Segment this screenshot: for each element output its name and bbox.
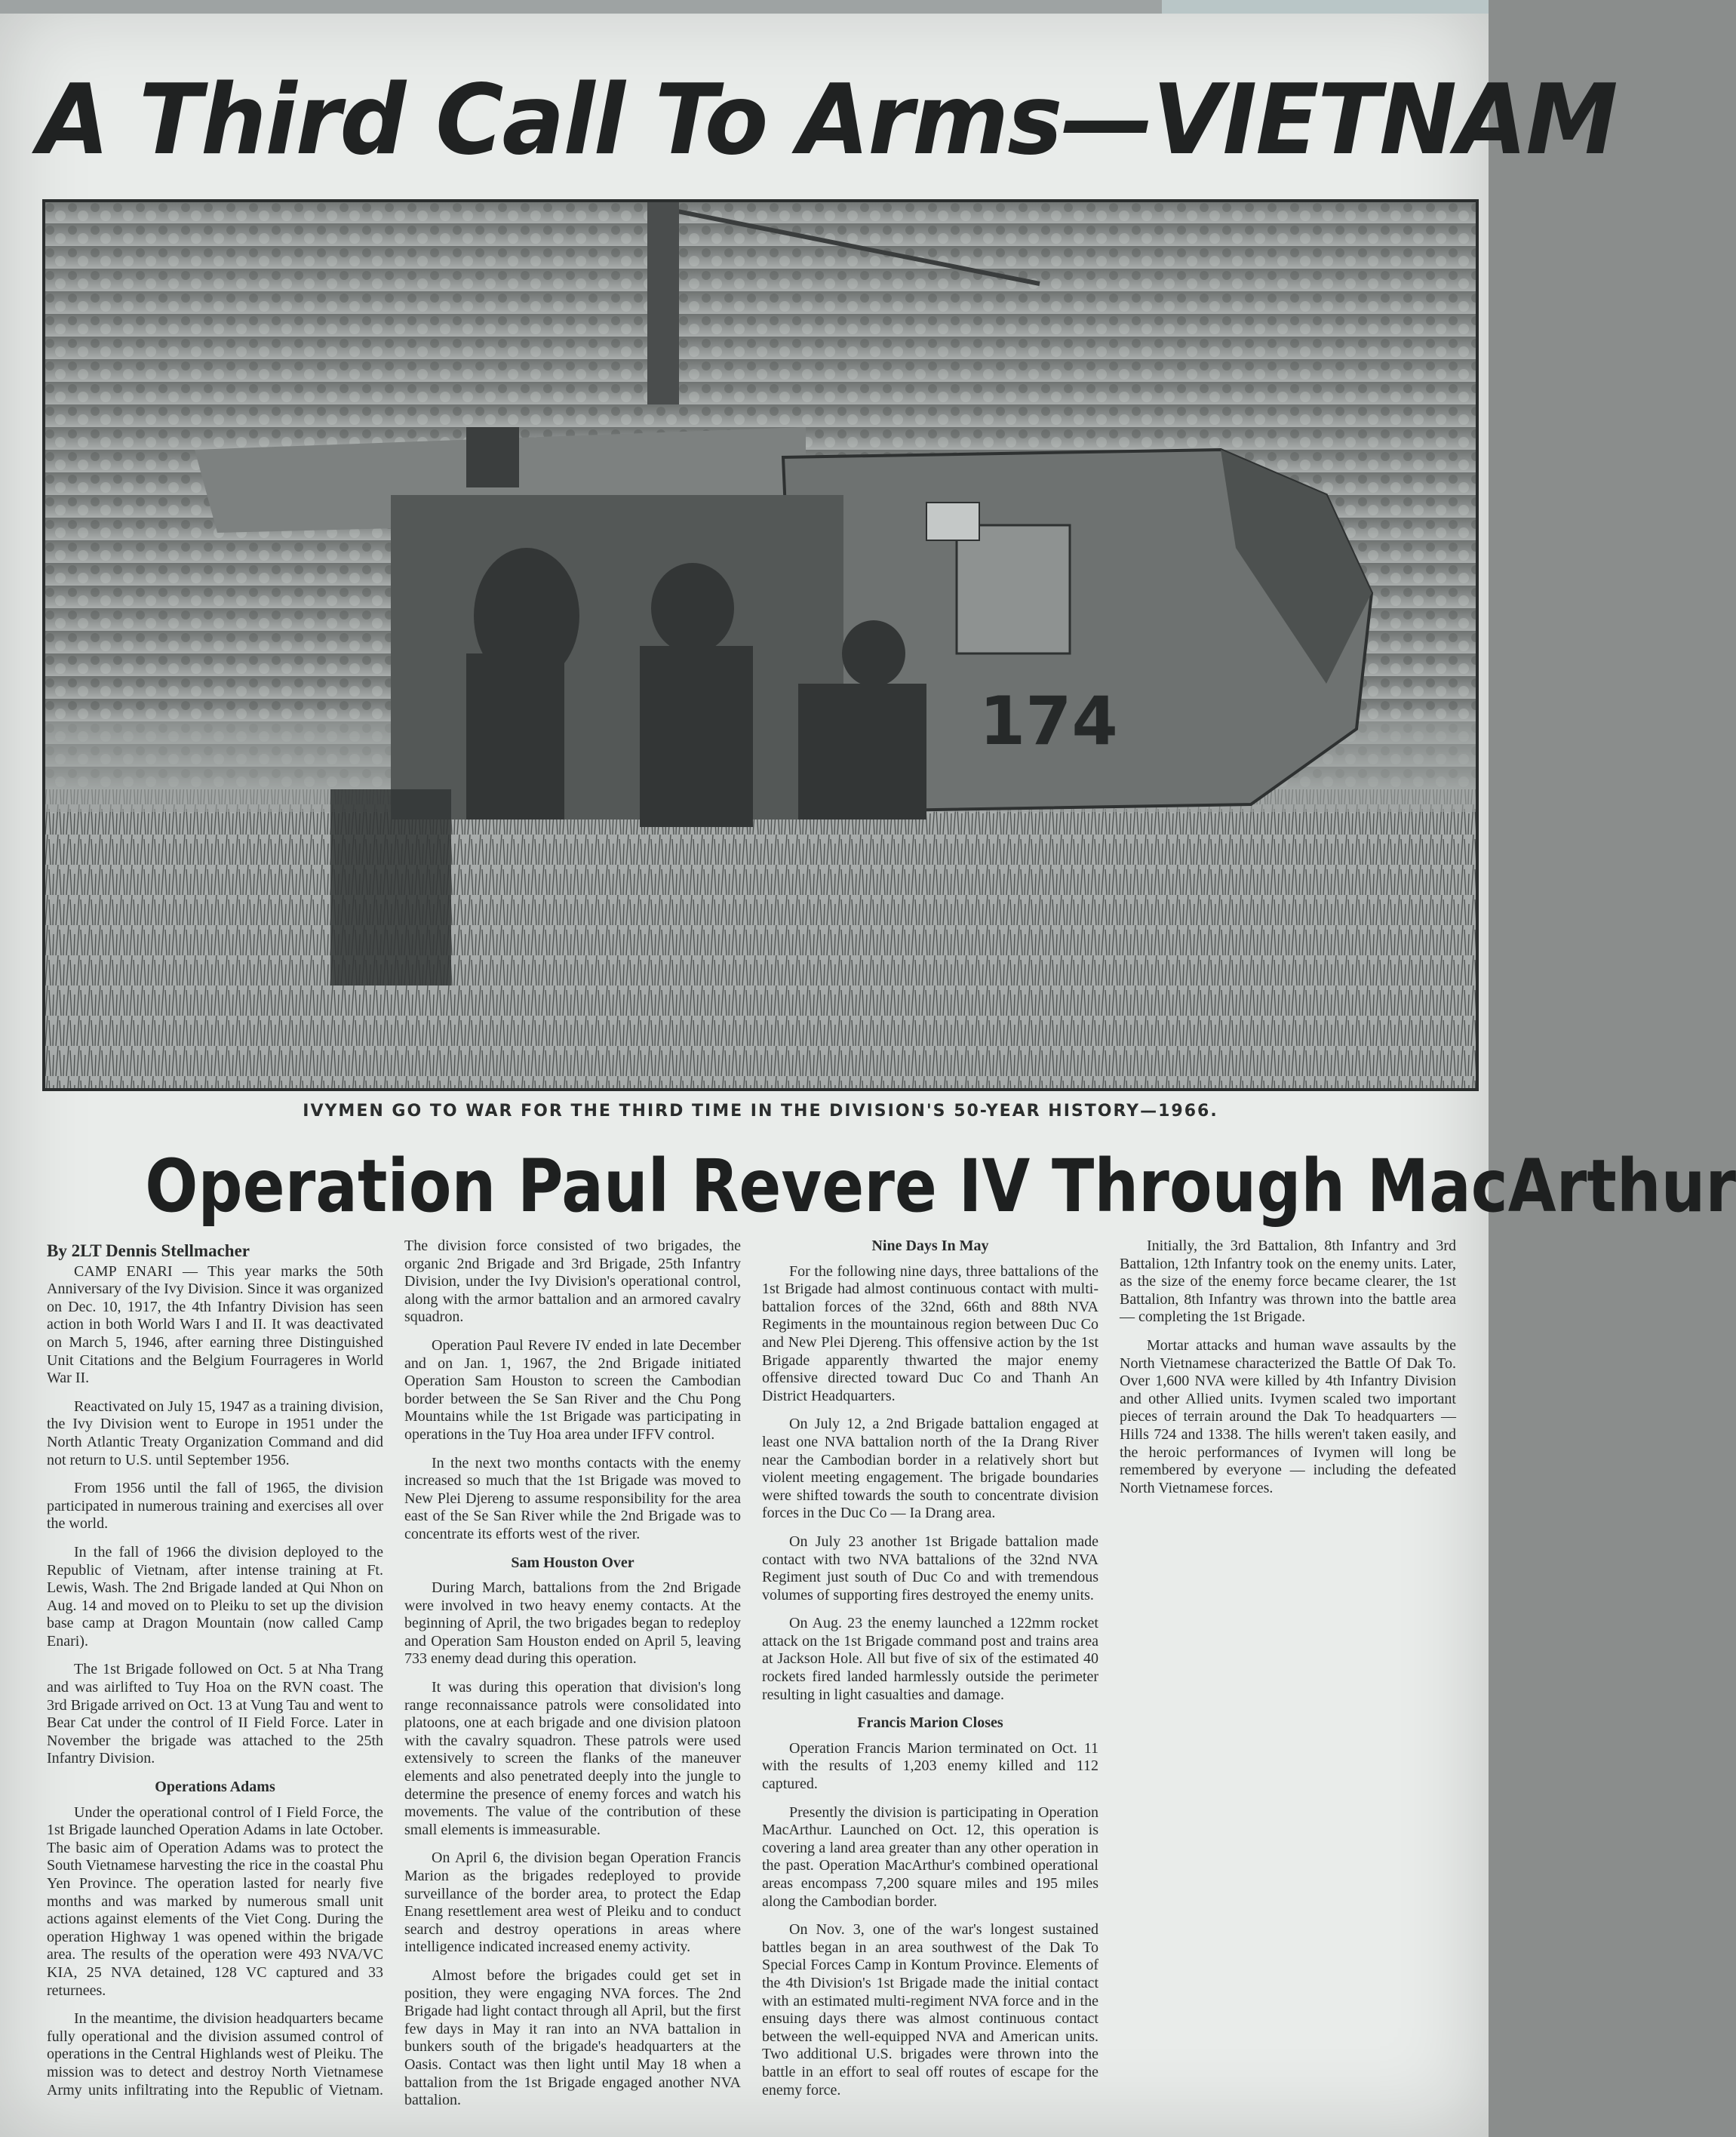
grass-field — [44, 789, 1477, 1090]
paragraph: Mortar attacks and human wave assaults by the North Vietnamese characterized the Battle Of Dak To. Over 1,600 NVA were killed by 4th Infantry Division and other Allied units. Ivymen scaled two important pieces of terrain around the Dak To headquarters — Hills 724 and 1338. The hills weren't taken easily, and the heroic performances of Ivymen will long be remembered by everyone — including the defeated North Vietnamese forces. — [1120, 1336, 1456, 1496]
paragraph: Initially, the 3rd Battalion, 8th Infantry and 3rd Battalion, 12th Infantry took on the enemy units. Later, as the size of the enemy force became clearer, the 1st Battalion, 8th Infantry was thrown into the battle area — completing the 1st Brigade. — [1120, 1238, 1456, 1326]
section-heading: Nine Days In May — [871, 1238, 989, 1254]
article-title: Operation Paul Revere IV Through MacArthur — [145, 1144, 1736, 1228]
paragraph: On Nov. 3, one of the war's longest sustained battles began in an area southwest of the Dak To Special Forces Camp in Kontum Province. Elements of the 4th Division's 1st Brigade made the initial contact with an estimated multi-regiment NVA force and in the ensuing days there was almost continuous contact between the well-equipped NVA and American units. Two additional U.S. brigades were thrown into the battle in an effort to seal off routes of escape for the enemy force. — [762, 1921, 1098, 2099]
photo-caption: IVYMEN GO TO WAR FOR THE THIRD TIME IN THE DIVISION'S 50-YEAR HISTORY—1966. — [303, 1102, 1218, 1121]
paragraph: For the following nine days, three battalions of the 1st Brigade had almost continuous contact with multi-battalion forces of the 32nd, 66th and 88th NVA Regiments in the mountainous region between Duc Co and New Plei Djereng. This offensive action by the 1st Brigade apparently thwarted the major enemy offensive directed toward Duc Co and Thanh An District Headquarters. — [762, 1262, 1098, 1404]
paragraph: In the fall of 1966 the division deployed to the Republic of Vietnam, after intense training at Ft. Lewis, Wash. The 2nd Brigade landed at Qui Nhon on Aug. 14 and moved on to Pleiku to set up the division base camp at Dragon Mountain (now called Camp Enari). — [47, 1543, 383, 1650]
paragraph: Almost before the brigades could get set in position, they were engaging NVA forces. The 2nd Brigade had light contact through all April, but the first few days in May it ran into an NVA battalion in bunkers south of the brigade's headquarters at the Oasis. Contact was then light until May 18 when a battalion from the 1st Brigade engaged another NVA battalion. — [404, 1966, 741, 2109]
rotor-mast — [647, 201, 679, 404]
cabin-door-opening — [391, 495, 843, 819]
paragraph: On Aug. 23 the enemy launched a 122mm rocket attack on the 1st Brigade command post and trains area at Jackson Hole. All but five of six of the estimated 40 rockets fired landed harmlessly outside the perimeter resulting in light casualties and damage. — [762, 1615, 1098, 1703]
paragraph: In the meantime, the division headquarters became fully operational and the division assumed control of operations in the Central Highlands west of Pleiku. The mission was to detect and destroy North Vietnamese Army units infiltrating into the Republic of Vietnam. The division force consisted of two brigades, the organic 2nd Brigade and 3rd Brigade, 25th Infantry Division, under the Ivy Division's operational control, along with the armor battalion and an armored cavalry squadron. — [47, 1238, 741, 2099]
paragraph: Under the operational control of I Field Force, the 1st Brigade launched Operation Adams in late October. The basic aim of Operation Adams was to protect the South Vietnamese harvesting the rice in the coastal Phu Yen Province. The operation lasted for nearly five months and was marked by numerous small unit actions against elements of the Viet Cong. During the operation Highway 1 was opened within the brigade area. The results of the operation were 493 NVA/VC KIA, 25 NVA detained, 128 VC captured and 33 returnees. — [47, 1803, 383, 1999]
paragraph: Operation Francis Marion terminated on Oct. 11 with the results of 1,203 enemy killed and 112 captured. — [762, 1739, 1098, 1793]
paragraph: The 1st Brigade followed on Oct. 5 at Nha Trang and was airlifted to Tuy Hoa on the RVN coast. The 3rd Brigade arrived on Oct. 13 at Vung Tau and went to Bear Cat under the control of II Field Force. Later in November the brigade was attached to the 25th Infantry Division. — [47, 1661, 383, 1767]
paragraph: Operation Paul Revere IV ended in late December and on Jan. 1, 1967, the 2nd Brigade initiated Operation Sam Houston to screen the Cambodian border between the Se San River and the Chu Pong Mountains while the 1st Brigade was participating in operations in the Tuy Hoa area under IFFV control. — [404, 1336, 741, 1443]
helicopter-photo — [44, 201, 1477, 1090]
paragraph: Reactivated on July 15, 1947 as a training division, the Ivy Division went to Europe in 1951 under the North Atlantic Treaty Organization Command and did not return to U.S. until September 1956. — [47, 1398, 383, 1468]
paragraph: On July 23 another 1st Brigade battalion made contact with two NVA battalions of the 32nd NVA Regiment just south of Duc Co and with tremendous volumes of supporting fires destroyed the enemy units. — [762, 1533, 1098, 1604]
byline: By 2LT Dennis Stellmacher — [47, 1241, 250, 1260]
section-heading: Operations Adams — [155, 1779, 275, 1796]
section-heading: Francis Marion Closes — [857, 1714, 1003, 1732]
paragraph: During March, battalions from the 2nd Brigade were involved in two heavy enemy contacts. At the beginning of April, the two brigades began to redeploy and Operation Sam Houston ended on April 5, leaving 733 enemy dead during this operation. — [404, 1579, 741, 1668]
top-edge-strip — [0, 0, 1489, 14]
cargo-door — [957, 525, 1070, 653]
article-body — [47, 1238, 1456, 2113]
section-heading: Sam Houston Over — [511, 1554, 634, 1571]
page-headline: A Third Call To Arms—VIETNAM — [38, 64, 1617, 177]
paragraph: From 1956 until the fall of 1965, the division participated in numerous training and exercises all over the world. — [47, 1480, 383, 1533]
paragraph: It was during this operation that division's long range reconnaissance patrols were consolidated into platoons, one at each brigade and one division platoon with the cavalry squadron. These patrols were used extensively to screen the flanks of the maneuver elements and also penetrated deeply into the jungle to determine the presence of enemy forces and watch his movements. The value of the contribution of these small elements is immeasurable. — [404, 1679, 741, 1838]
helicopter-marking: 174 — [979, 682, 1118, 760]
paragraph: On July 12, a 2nd Brigade battalion engaged at least one NVA battalion north of the Ia Drang River near the Cambodian border in a relatively short but violent meeting engagement. The brigade boundaries were shifted towards the south to concentrate division forces in the Duc Co — Ia Drang area. — [762, 1416, 1098, 1522]
paragraph: Presently the division is participating in Operation MacArthur. Launched on Oct. 12, this operation is covering a land area greater than any other operation in the past. Operation MacArthur's combined operational areas encompass 7,200 square miles and 195 miles along the Cambodian border. — [762, 1803, 1098, 1910]
paragraph: CAMP ENARI — This year marks the 50th Anniversary of the Ivy Division. Since it was organized on Dec. 10, 1917, the 4th Infantry Division has seen action in both World Wars I and II. It was deactivated on March 5, 1946, after earning three Distinguished Unit Citations and the Belgium Fourrageres in World War II. — [47, 1262, 383, 1387]
paragraph: On April 6, the division began Operation Francis Marion as the brigades redeployed to provide surveillance of the border area, to protect the Edap Enang resettlement area west of Pleiku and to conduct search and destroy operations in areas where intelligence indicated increased enemy activity. — [404, 1850, 741, 1956]
top-edge-tab — [1162, 0, 1489, 14]
paragraph: In the next two months contacts with the enemy increased so much that the 1st Brigade was moved to New Plei Djereng to assume responsibility for the area east of the Se San River while the 2nd Brigade was to concentrate its efforts west of the river. — [404, 1454, 741, 1542]
